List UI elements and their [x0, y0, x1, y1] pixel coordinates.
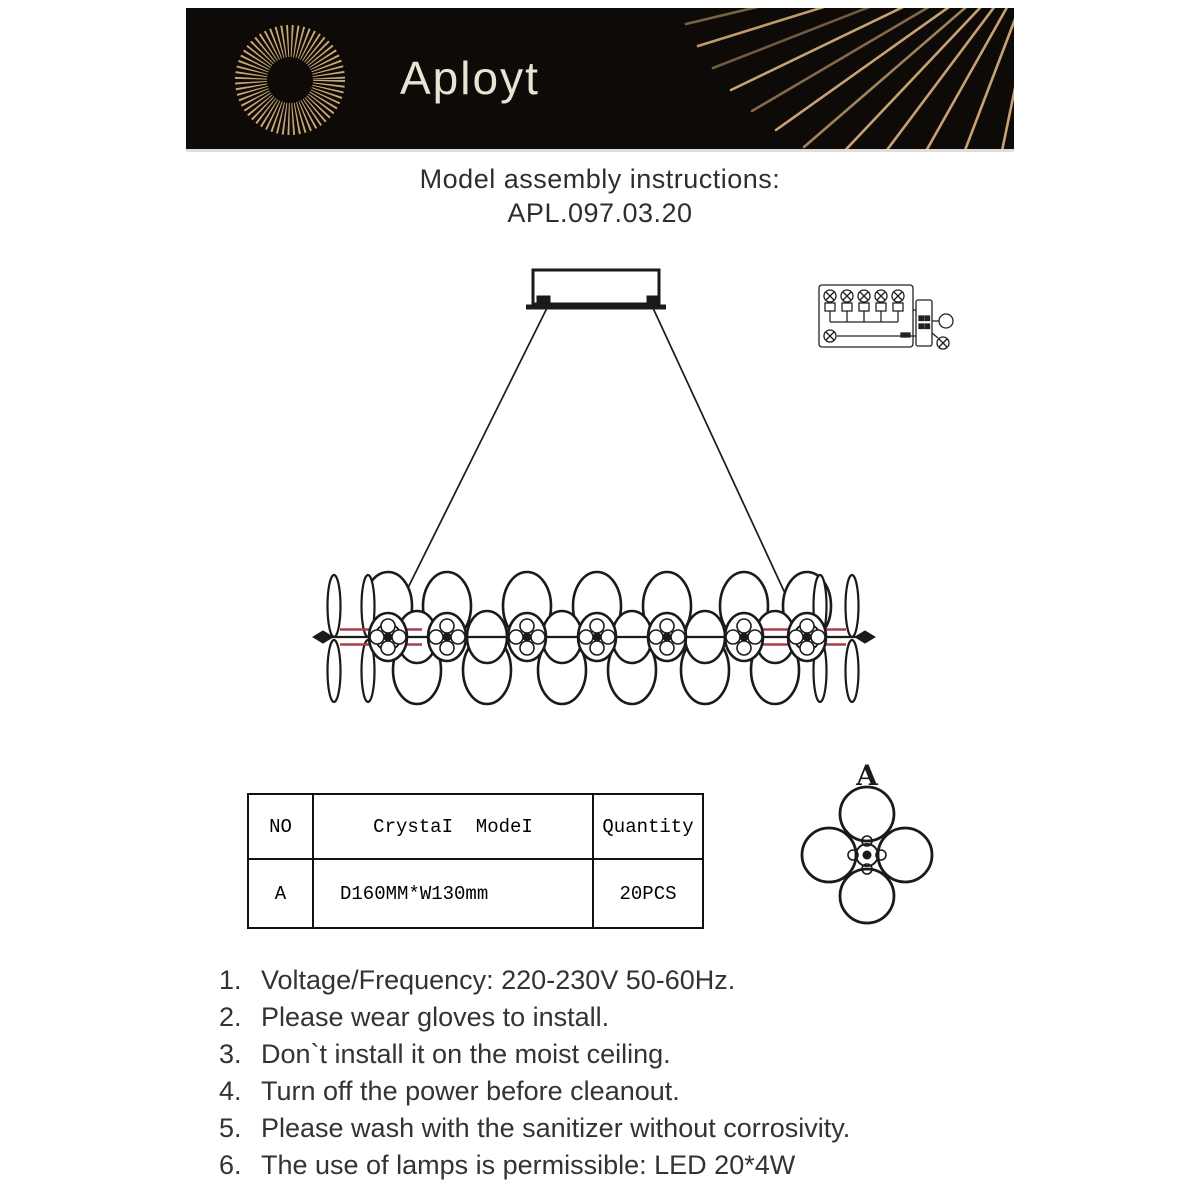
instruction-item-4 — [214, 1073, 1044, 1110]
wiring-diagram — [813, 280, 963, 362]
brand-name: Aployt — [400, 52, 540, 104]
detail-a-drawing — [795, 752, 940, 942]
instruction-number: 4. — [219, 1076, 242, 1106]
instruction-text: Turn off the power before cleanout. — [261, 1076, 680, 1106]
brand-banner — [186, 8, 1014, 152]
instruction-number: 3. — [219, 1039, 242, 1069]
end-cap-right — [855, 631, 875, 643]
sunburst-logo-icon — [252, 42, 328, 118]
spec-table-cell-model: D160MM*W130mm — [314, 860, 594, 927]
instruction-number: 6. — [219, 1150, 242, 1180]
ceiling-canopy — [526, 270, 666, 308]
instruction-number: 5. — [219, 1113, 242, 1143]
spec-table-cell-no: A — [249, 860, 314, 927]
spec-table-header-no: NO — [249, 795, 314, 860]
page-title: Model assembly instructions: — [419, 164, 781, 194]
lamp-symbols — [824, 290, 904, 322]
crystal-flower-icon — [802, 787, 932, 923]
chandelier-body — [313, 572, 875, 704]
chandelier-drawing — [300, 260, 900, 740]
instruction-item-3 — [214, 1036, 1044, 1073]
detail-a-label: A — [856, 759, 878, 792]
supply-ring-icon — [939, 314, 953, 328]
instruction-item-5 — [214, 1110, 1044, 1147]
instruction-text: The use of lamps is permissible: LED 20*4W — [261, 1150, 796, 1180]
banner-decor — [186, 8, 1014, 152]
instruction-item-6 — [214, 1147, 1044, 1184]
spec-table-header-model: CrystaI ModeI — [314, 795, 594, 860]
spec-table-cell-quantity: 20PCS — [619, 882, 677, 905]
instructions-list — [214, 962, 1044, 1184]
terminal-block — [916, 300, 932, 346]
spec-table-header-quantity: Quantity — [594, 795, 702, 860]
banner-rays-icon — [686, 8, 1014, 152]
instruction-number: 1. — [219, 965, 242, 995]
instruction-text: Please wear gloves to install. — [261, 1002, 610, 1032]
instruction-text: Voltage/Frequency: 220-230V 50-60Hz. — [261, 965, 736, 995]
spec-table — [247, 793, 704, 929]
model-number: APL.097.03.20 — [507, 198, 693, 228]
instruction-text: Please wash with the sanitizer without corrosivity. — [261, 1113, 851, 1143]
instruction-item-2 — [214, 999, 1044, 1036]
ground-lamp-icon — [937, 337, 949, 349]
instruction-text: Don`t install it on the moist ceiling. — [261, 1039, 671, 1069]
crystal-rosettes — [369, 613, 826, 661]
instruction-number: 2. — [219, 1002, 242, 1032]
instruction-item-1 — [214, 962, 1044, 999]
